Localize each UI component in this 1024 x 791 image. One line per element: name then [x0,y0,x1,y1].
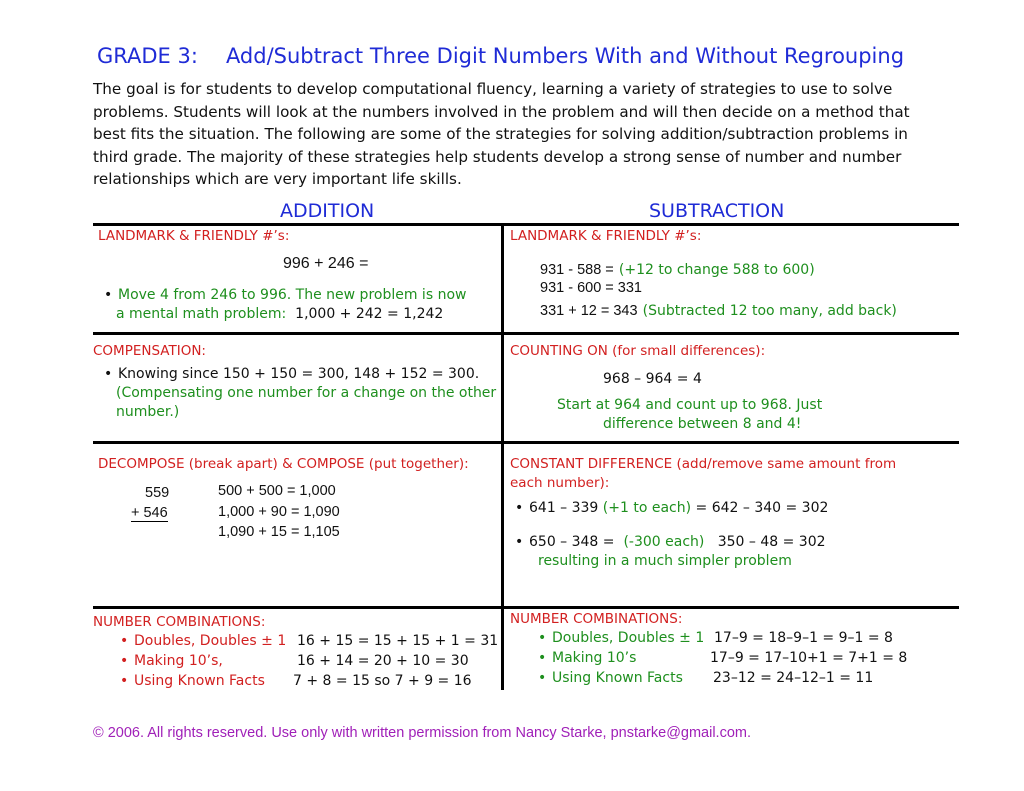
title-grade: GRADE 3: [97,44,198,68]
bullet-icon: • [538,650,547,666]
table-row-divider-1 [93,332,959,335]
add-combo-example-2: 16 + 14 = 20 + 10 = 30 [297,653,469,669]
sub-constant-example-2-note: resulting in a much simpler problem [538,553,792,569]
intro-paragraph: The goal is for students to develop computational fluency, learning a variety of strategies to use to solve problems. Students will look at the numbers involved in the problem and will then decide on a method that best fits the situation. The following are some of the strategies for solving addition/subtraction problems in third grade. The majority of these strategies help students develop a strong sense of number and number relationships which are very important life skills. [93,80,910,189]
bullet-icon: • [104,287,113,303]
add-decompose-bottom-number: + 546 [131,505,168,521]
sub-counting-line1: Start at 964 and count up to 968. Just [557,397,823,413]
bullet-icon: • [120,673,129,689]
add-decompose-step1: 500 + 500 = 1,000 [218,483,336,499]
sub-counting-line2: difference between 8 and 4! [603,416,802,432]
sub-combo-example-1: 17–9 = 18–9–1 = 9–1 = 8 [714,630,893,646]
bullet-icon: • [515,500,524,516]
sub-constant-label-line2: each number): [510,475,610,491]
add-compensation-line1: • Knowing since 150 + 150 = 300, 148 + 152 = 300. [104,366,480,382]
add-combos-label: NUMBER COMBINATIONS: [93,614,266,630]
bullet-icon: • [515,534,524,550]
add-decompose-step3: 1,090 + 15 = 1,105 [218,524,340,540]
add-combo-item-1: • Doubles, Doubles ± 1 [120,633,287,649]
sub-constant-example-2: • 650 – 348 = (-300 each) 350 – 48 = 302 [515,534,826,550]
sub-combo-example-2: 17–9 = 17–10+1 = 7+1 = 8 [710,650,908,666]
sub-combo-item-1: • Doubles, Doubles ± 1 [538,630,705,646]
add-decompose-step2: 1,000 + 90 = 1,090 [218,504,340,520]
add-combo-example-1: 16 + 15 = 15 + 15 + 1 = 31 [297,633,499,649]
table-top-rule [93,223,959,226]
add-landmark-line2: a mental math problem: 1,000 + 242 = 1,242 [116,306,444,322]
add-decompose-label: DECOMPOSE (break apart) & COMPOSE (put together): [98,456,469,472]
bullet-icon: • [120,633,129,649]
bullet-icon: • [104,366,113,382]
sub-combo-example-3: 23–12 = 24–12–1 = 11 [713,670,874,686]
add-compensation-label: COMPENSATION: [93,343,206,359]
sub-combo-item-2: • Making 10’s [538,650,637,666]
add-combo-item-3: • Using Known Facts [120,673,265,689]
sub-combo-item-3: • Using Known Facts [538,670,683,686]
subtraction-heading: SUBTRACTION [649,200,785,222]
table-row-divider-3 [93,606,959,609]
add-decompose-top-number: 559 [145,485,170,501]
table-center-divider [501,223,504,690]
copyright-footer: © 2006. All rights reserved. Use only with written permission from Nancy Starke, pnstarke@gmail.com. [93,725,752,741]
sub-counting-label: COUNTING ON (for small differences): [510,343,766,359]
add-combo-example-3: 7 + 8 = 15 so 7 + 9 = 16 [293,673,472,689]
bullet-icon: • [120,653,129,669]
sub-constant-label-line1: CONSTANT DIFFERENCE (add/remove same amount from [510,456,897,472]
sub-landmark-line3: 331 + 12 = 343 (Subtracted 12 too many, add back) [540,303,897,319]
sub-landmark-line2: 931 - 600 = 331 [540,280,642,296]
add-compensation-line3: number.) [116,404,180,420]
bullet-icon: • [538,670,547,686]
add-combo-item-2: • Making 10’s, [120,653,223,669]
addition-heading: ADDITION [280,200,375,222]
sub-landmark-label: LANDMARK & FRIENDLY #’s: [510,228,702,244]
sub-combos-label: NUMBER COMBINATIONS: [510,611,683,627]
title-topic: Add/Subtract Three Digit Numbers With and Without Regrouping [225,44,905,68]
sub-counting-problem: 968 – 964 = 4 [603,371,702,387]
add-landmark-line1: • Move 4 from 246 to 996. The new problem is now [104,287,467,303]
add-landmark-problem: 996 + 246 = [283,255,369,272]
sub-landmark-line1: 931 - 588 = (+12 to change 588 to 600) [540,262,815,278]
add-landmark-label: LANDMARK & FRIENDLY #’s: [98,228,290,244]
add-compensation-line2: (Compensating one number for a change on the other [116,385,497,401]
page-title [97,44,904,68]
bullet-icon: • [538,630,547,646]
table-row-divider-2 [93,441,959,444]
sub-constant-example-1: • 641 – 339 (+1 to each) = 642 – 340 = 302 [515,500,829,516]
